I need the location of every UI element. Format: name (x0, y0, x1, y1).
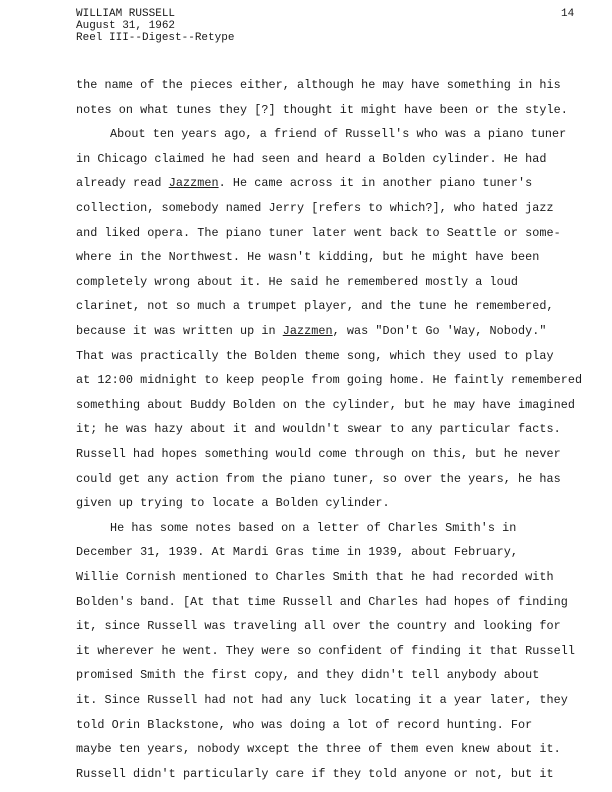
text-segment: promised Smith the first copy, and they didn't tell anybody about (76, 668, 540, 683)
text-segment: it. Since Russell had not had any luck locating it a year later, they (76, 693, 568, 707)
text-line (76, 767, 554, 781)
header-date: August 31, 1962 (76, 20, 176, 32)
text-segment: and liked opera. The piano tuner later went back to Seattle or some- (76, 225, 561, 240)
text-segment: given up trying to locate a Bolden cylinder. (76, 496, 390, 511)
text-line (76, 349, 554, 363)
text-line (110, 127, 566, 141)
underlined-title: Jazzmen (168, 176, 219, 191)
header-name: WILLIAM RUSSELL (76, 8, 176, 20)
text-segment: the name of the pieces either, although he may have something in his (76, 78, 561, 92)
header-reel: Reel III--Digest--Retype (76, 32, 235, 44)
text-line (76, 545, 518, 559)
text-line (76, 693, 568, 707)
text-line (76, 78, 561, 92)
text-line (76, 668, 539, 682)
text-segment: in Chicago claimed he had seen and heard a Bolden cylinder. He had (76, 151, 547, 166)
text-line (76, 570, 554, 584)
text-segment: told Orin Blackstone, who was doing a lot of record hunting. For (76, 717, 533, 732)
text-segment: , was "Don't Go 'Way, Nobody." (332, 324, 547, 338)
text-segment: could get any action from the piano tuner, so over the years, he has (76, 471, 561, 486)
text-line (76, 496, 390, 510)
text-segment: completely wrong about it. He said he remembered mostly a loud (76, 274, 519, 289)
text-line (76, 201, 554, 215)
text-line (76, 644, 575, 658)
page-header (76, 8, 234, 44)
text-line (110, 521, 516, 535)
text-segment: it wherever he went. They were so confident of finding it that Russell (76, 643, 576, 658)
text-segment: He has some notes based on a letter of Charles Smith's in (110, 520, 517, 535)
text-line (76, 324, 547, 338)
text-line (76, 619, 561, 633)
text-line (76, 299, 554, 313)
text-segment: it; he was hazy about it and wouldn't swear to any particular facts. (76, 422, 561, 437)
text-line (76, 250, 539, 264)
text-line (76, 152, 547, 166)
text-line (76, 398, 575, 412)
text-segment: collection, somebody named Jerry [refers to which?], who hated jazz (76, 201, 554, 215)
text-segment: something about Buddy Bolden on the cylinder, but he may have imagined (76, 397, 576, 412)
text-segment: Bolden's band. [At that time Russell and Charles had hopes of finding (76, 594, 568, 609)
text-line (76, 595, 568, 609)
text-segment: already read (76, 176, 169, 191)
text-line (76, 176, 532, 190)
text-line (76, 226, 561, 240)
text-segment: Russell had hopes something would come through on this, but he never (76, 447, 561, 461)
text-segment: December 31, 1939. At Mardi Gras time in 1939, about February, (76, 545, 519, 560)
page-number: 14 (561, 8, 575, 20)
text-line (76, 373, 582, 387)
text-line (76, 742, 561, 756)
text-segment: Russell didn't particularly care if they told anyone or not, but it (76, 766, 554, 781)
text-segment: . He came across it in another piano tuner's (218, 176, 533, 191)
text-line (76, 472, 561, 486)
text-segment: it, since Russell was traveling all over the country and looking for (76, 619, 561, 634)
text-line (76, 103, 568, 117)
text-segment: because it was written up in (76, 324, 283, 338)
text-segment: About ten years ago, a friend of Russell's who was a piano tuner (110, 127, 567, 142)
text-segment: maybe ten years, nobody wxcept the three of them even knew about it. (76, 742, 561, 757)
text-line (76, 422, 561, 436)
text-line (76, 275, 518, 289)
text-segment: where in the Northwest. He wasn't kidding, but he might have been (76, 250, 540, 265)
text-segment: Willie Cornish mentioned to Charles Smith that he had recorded with (76, 570, 554, 584)
text-segment: at 12:00 midnight to keep people from going home. He faintly remembered (76, 373, 583, 388)
text-segment: That was practically the Bolden theme song, which they used to play (76, 348, 554, 363)
text-segment: clarinet, not so much a trumpet player, and the tune he remembered, (76, 299, 554, 314)
text-line (76, 718, 532, 732)
underlined-title: Jazzmen (282, 324, 333, 338)
text-line (76, 447, 561, 461)
text-segment: notes on what tunes they [?] thought it might have been or the style. (76, 102, 568, 117)
